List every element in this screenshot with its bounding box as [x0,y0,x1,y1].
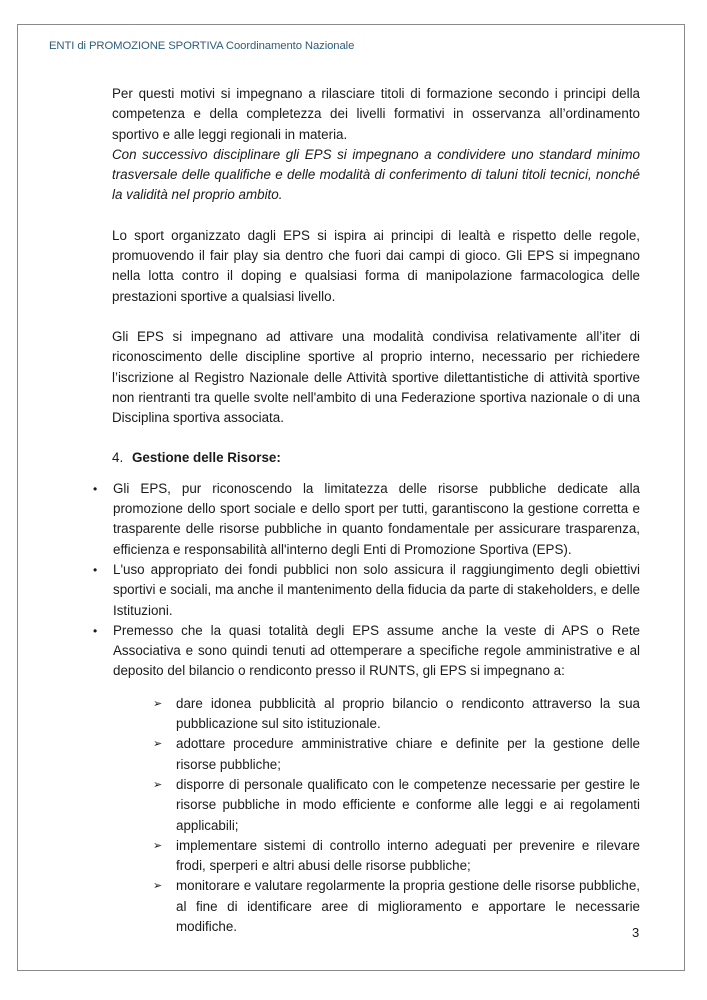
sub-list-item-text: adottare procedure amministrative chiare e definite per la gestione delle risorse pubbliche; [176,736,640,772]
arrow-bullet-icon: ➢ [153,697,163,710]
arrow-bullet-icon: ➢ [153,880,163,893]
sub-list-item [153,775,640,836]
paragraph-formazione: Per questi motivi si impegnano a rilasciare titoli di formazione secondo i principi della competenza e della completezza dei livelli formativi in osservanza all’ordinamento sportivo e alle leggi regionali in materia. [112,86,640,142]
bullet-list [93,479,640,682]
bullet-icon: • [93,562,98,577]
section-number: 4. [112,450,124,466]
list-item [93,560,640,621]
page-number: 3 [632,925,640,940]
sub-list-item [153,694,640,735]
section-heading [112,448,640,468]
paragraph-fair-play: Lo sport organizzato dagli EPS si ispira ai principi di lealtà e rispetto delle regole, promuovendo il fair play sia dentro che fuori dai campi di gioco. Gli EPS si impegnano nella lotta contro il doping e qualsiasi forma di manipolazione farmacologica delle prestazioni sportive a qualsiasi livello. [112,227,640,304]
list-item [93,621,640,682]
sub-list-item [153,876,640,937]
arrow-bullet-icon: ➢ [153,839,163,852]
bullet-icon: • [93,623,98,638]
bullet-icon: • [93,481,98,496]
sub-list-item-text: monitorare e valutare regolarmente la propria gestione delle risorse pubbliche, al fine di identificare aree di miglioramento e apportare le necessarie modifiche. [176,878,640,934]
sub-list-item-text: implementare sistemi di controllo interno adeguati per prevenire e rilevare frodi, sperperi e altri abusi delle risorse pubbliche; [176,837,640,874]
section-title: Gestione delle Risorse: [132,450,281,466]
sub-bullet-list [153,694,640,938]
sub-list-item-text: disporre di personale qualificato con le competenze necessarie per gestire le risorse pubbliche in modo efficiente e conforme alle leggi e ai regolamenti applicabili; [176,776,640,833]
sub-list-item-text: dare idonea pubblicità al proprio bilancio o rendiconto attraverso la sua pubblicazione sul sito istituzionale. [176,695,640,732]
arrow-bullet-icon: ➢ [153,778,163,791]
sub-list-item [153,734,640,775]
list-item-text: Gli EPS, pur riconoscendo la limitatezza delle risorse pubbliche dedicate alla promozione dello sport sociale e dello sport per tutti, garantiscono la gestione corretta e trasparente delle risorse pubbliche in quanto fondamentale per assicurare trasparenza, efficienza e responsabilità all'interno degli Enti di Promozione Sportiva (EPS). [113,480,640,557]
sub-list-item [153,836,640,877]
list-item-text: L'uso appropriato dei fondi pubblici non solo assicura il raggiungimento degli obiettivi sportivi e sociali, ma anche il mantenimento della fiducia da parte di stakeholders, e delle Istituzioni. [113,561,640,618]
paragraph-discipline: Gli EPS si impegnano ad attivare una modalità condivisa relativamente all’iter di riconoscimento delle discipline sportive al proprio interno, necessario per richiedere l’iscrizione al Registro Nazionale delle Attività sportive dilettantistiche di attività sportive non rientranti tra quelle svolte nell'ambito di una Federazione sportiva nazionale o di una Disciplina sportiva associata. [112,328,640,426]
paragraph-disciplinare: Con successivo disciplinare gli EPS si impegnano a condividere uno standard minimo trasversale delle qualifiche e delle modalità di conferimento di taluni titoli tecnici, nonché la validità nel proprio ambito. [112,146,640,203]
arrow-bullet-icon: ➢ [153,738,163,751]
page-header: ENTI di PROMOZIONE SPORTIVA Coordinamento Nazionale [49,40,355,52]
list-item [93,479,640,560]
list-item-text: Premesso che la quasi totalità degli EPS assume anche la veste di APS o Rete Associativa e sono quindi tenuti ad ottemperare a specifiche regole amministrative e al deposito del bilancio o rendiconto presso il RUNTS, gli EPS si impegnano a: [113,622,640,679]
document-body [93,84,640,937]
